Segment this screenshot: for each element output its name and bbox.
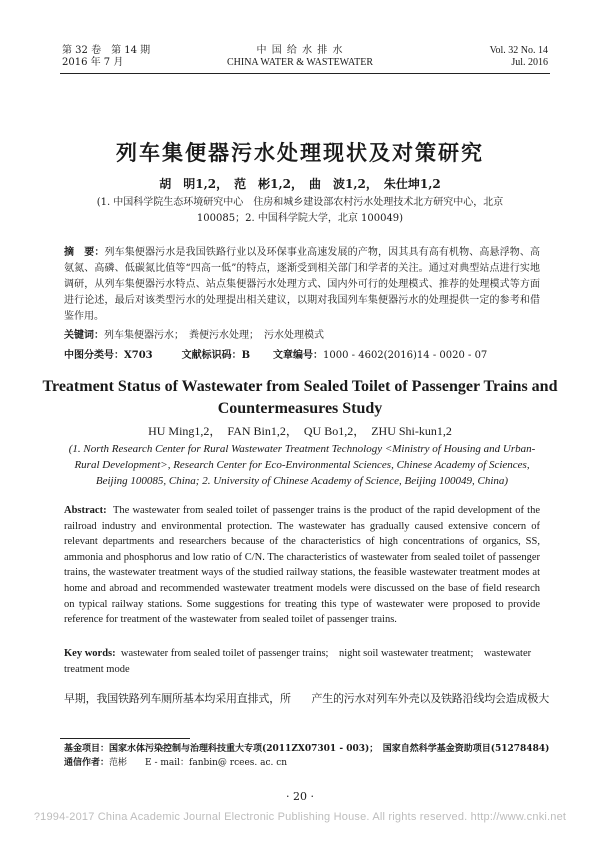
header-rule [60,73,550,74]
paper-title-cn: 列车集便器污水处理现状及对策研究 [116,140,484,165]
keywords-cn [64,326,324,341]
fund-label: 基金项目： [64,744,110,754]
abstract-en-text: The wastewater from sealed toilet of passenger trains is the product of the rapid development of the railroad industry and environmental protection. The wastewater has gradually caused extensive concern of relevant departments and researchers because of the characteristics of high concentrations of organics, SS, ammonia and phosphorus and low ratio of C/N. The characteristics of wastewater from sealed toilet of passenger trains, the wastewater treatment ways of the studied railway stations, the feasible wastewater treatment modes at home and abroad and recommended wastewater treatment models were discussed on the base of field research on typical railway stations. Some suggestions for treating this type of wastewater were proposed to provide reference for treatment of the wastewater from sealed toilet of passenger trains. [64,505,541,626]
authors-cn: 胡 明1,2， 范 彬1,2， 曲 波1,2， 朱仕坤1,2 [159,177,441,191]
abstract-cn [64,245,540,325]
footnote-contact [64,756,554,770]
keywords-en-text: wastewater from sealed toilet of passenger trains; night soil wastewater treatment; wastewater treatment mode [64,648,532,675]
doc-code-value: B [241,350,251,361]
header-journal-en: CHINA WATER & WASTEWATER [226,57,374,68]
affiliation-en: (1. North Research Center for Rural Wastewater Treatment Technology <Ministry of Housing and Urban-Rural Development>, Research Center for Eco-Environmental Sciences, Chinese Academy of Sciences, Beijing 100085, China; 2. University of Chinese Academy of Science, Beijing 100049, China) [68,443,536,487]
contact-text: 范彬 E - mail：fanbin@ rcees. ac. cn [109,758,288,768]
header-date: 2016 年 7 月 [62,57,124,68]
keywords-cn-text: 列车集便器污水； 粪便污水处理； 污水处理模式 [104,330,324,341]
header-journal-cn: 中 国 给 水 排 水 [256,45,344,56]
page-number: · 20 · [286,790,314,803]
keywords-en-label: Key words: [64,648,116,659]
affiliation-cn-line1: (1. 中国科学院生态环境研究中心 住房和城乡建设部农村污水处理技术北方研究中心，北京 [96,197,504,208]
class-label: 中图分类号： [64,350,124,361]
body-right-column: 产生的污水对列车外壳以及铁路沿线均会造成极大 [311,692,550,705]
header-date-en: Jul. 2016 [511,57,548,68]
contact-label: 通信作者： [64,758,110,768]
keywords-cn-label: 关键词： [64,330,104,341]
affiliation-cn-line2: 100085；2. 中国科学院大学，北京 100049) [196,213,404,224]
abstract-cn-text: 列车集便器污水是我国铁路行业以及环保事业高速发展的产物，因其具有高有机物、高悬浮物、高氨氮、高磷、低碳氮比值等“四高一低”的特点，逐渐受到相关部门和学者的关注。通过对典型站点进行实地调研，从列车集便器污水特点、站点集便器污水处理方式、国内外可行的处理模式、推荐的处理模式等方面进行论述，最后对该类型污水的处理提出相关建议，以期对我国列车集便器污水的处理提供一定的参考和借鉴作用。 [64,247,541,322]
article-no-label: 文章编号： [273,350,324,361]
article-no-value: 1000 - 4602(2016)14 - 0020 - 07 [323,350,488,361]
fund-text: 国家水体污染控制与治理科技重大专项(2011ZX07301 - 003)； 国家自然科学基金资助项目(51278484) [109,744,550,754]
abstract-en-label: Abstract: [64,505,107,516]
paper-title-en [40,376,560,420]
header-volume: 第 32 卷 第 14 期 [62,45,151,56]
body-left-column: 早期，我国铁路列车厕所基本均采用直排式，所 [64,692,291,705]
footnote-fund [64,742,554,756]
keywords-en [64,646,540,678]
classification-line [64,346,487,361]
abstract-cn-label: 摘 要： [64,247,105,258]
class-value: X703 [124,350,153,361]
paper-title-en-line1: Treatment Status of Wastewater from Sealed Toilet of Passenger Trains and [42,378,558,395]
footnote-rule [60,738,190,739]
copyright-footer: ?1994-2017 China Academic Journal Electronic Publishing House. All rights reserved. http://www.cnki.net [33,811,567,823]
body-text-line [64,690,554,706]
doc-code-label: 文献标识码： [181,350,242,361]
authors-en: HU Ming1,2， FAN Bin1,2， QU Bo1,2， ZHU Shi-kun1,2 [148,424,452,438]
affiliation-cn [80,195,520,227]
header-volume-en [490,45,548,69]
abstract-en [64,503,540,628]
paper-title-en-line2: Countermeasures Study [217,400,383,417]
header-vol-en: Vol. 32 No. 14 [489,45,548,56]
